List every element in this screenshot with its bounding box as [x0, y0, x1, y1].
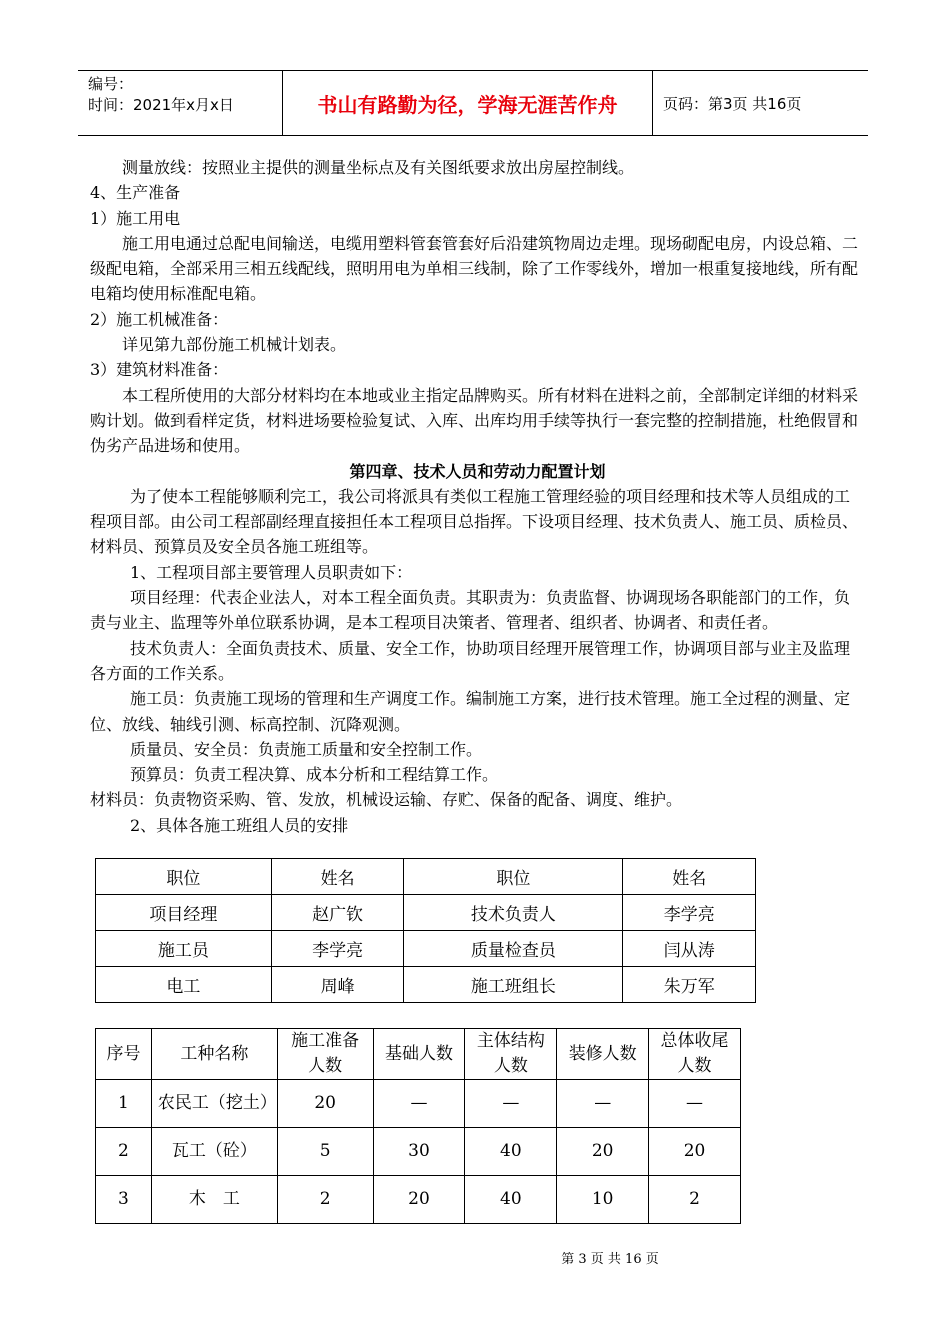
document-date: 时间：2021年x月x日 — [88, 96, 234, 114]
table-cell: 赵广钦 — [271, 895, 404, 931]
table-cell: 施工班组长 — [404, 967, 623, 1003]
table-cell: — — [373, 1080, 465, 1128]
header-motto: 书山有路勤为径，学海无涯苦作舟 — [283, 71, 653, 135]
table-cell: 40 — [465, 1176, 557, 1224]
paragraph: 质量员、安全员：负责施工质量和安全控制工作。 — [130, 739, 483, 759]
table-cell: 2 — [96, 1128, 152, 1176]
table-cell: 农民工（挖土） — [151, 1080, 277, 1128]
table-header-cell: 职位 — [96, 859, 272, 895]
paragraph: 为了使本工程能够顺利完工，我公司将派具有类似工程施工管理经验的项目经理和技术等人员组成的工程项目部。由公司工程部副经理直接担任本工程项目总指挥。下设项目经理、技术负责人、施工员、质检员、材料员、预算员及安全员各施工班组等。 — [90, 486, 859, 557]
paragraph: 施工用电通过总配电间输送，电缆用塑料管套管套好后沿建筑物周边走埋。现场砌配电房，内设总箱、二级配电箱，全部采用三相五线配线，照明用电为单相三线制，除了工作零线外，增加一根重复接地线，所有配电箱均使用标准配电箱。 — [90, 233, 859, 304]
table-cell: 质量检查员 — [404, 931, 623, 967]
table-cell: 瓦工（砼） — [151, 1128, 277, 1176]
table-cell: 李学亮 — [623, 895, 756, 931]
table-cell: 20 — [373, 1176, 465, 1224]
table-header-row — [96, 1029, 741, 1080]
table-header-cell: 姓名 — [623, 859, 756, 895]
subsection-heading: 2）施工机械准备： — [90, 309, 229, 329]
header-page-number: 页码：第3页 共16页 — [663, 94, 802, 113]
table-cell: 20 — [277, 1080, 373, 1128]
table-header-cell: 施工准备人数 — [277, 1029, 373, 1080]
table-row — [96, 931, 756, 967]
table-cell: 施工员 — [96, 931, 272, 967]
table-header-cell: 工种名称 — [151, 1029, 277, 1080]
table-cell: 20 — [557, 1128, 649, 1176]
table-row — [96, 1128, 741, 1176]
table-cell: 1 — [96, 1080, 152, 1128]
table-cell: — — [465, 1080, 557, 1128]
staff-table — [95, 858, 756, 1003]
table-row — [96, 1080, 741, 1128]
page-header — [78, 70, 868, 136]
table-cell: 技术负责人 — [404, 895, 623, 931]
paragraph: 技术负责人：全面负责技术、质量、安全工作，协助项目经理开展管理工作，协调项目部与业主及监理各方面的工作关系。 — [90, 638, 851, 683]
table-row — [96, 895, 756, 931]
subsection-heading: 3）建筑材料准备： — [90, 360, 229, 380]
paragraph: 测量放线：按照业主提供的测量坐标点及有关图纸要求放出房屋控制线。 — [122, 158, 635, 177]
table-cell: 20 — [649, 1128, 741, 1176]
table-cell: 项目经理 — [96, 895, 272, 931]
table-header-cell: 基础人数 — [373, 1029, 465, 1080]
table-cell: — — [649, 1080, 741, 1128]
paragraph: 详见第九部份施工机械计划表。 — [122, 335, 347, 355]
section-heading: 4、生产准备 — [90, 183, 181, 203]
header-meta — [78, 71, 283, 135]
document-number-label: 编号： — [88, 75, 134, 93]
paragraph: 材料员：负责物资采购、管、发放，机械设运输、存贮、保备的配备、调度、维护。 — [90, 790, 683, 810]
table-cell: 木 工 — [151, 1176, 277, 1224]
paragraph: 项目经理：代表企业法人，对本工程全面负责。其职责为：负责监督、协调现场各职能部门的工作，负责与业主、监理等外单位联系协调，是本工程项目决策者、管理者、组织者、协调者、和责任者。 — [90, 588, 851, 633]
table-cell: — — [557, 1080, 649, 1128]
table-cell: 40 — [465, 1128, 557, 1176]
paragraph: 施工员：负责施工现场的管理和生产调度工作。编制施工方案，进行技术管理。施工全过程的测量、定位、放线、轴线引测、标高控制、沉降观测。 — [90, 689, 851, 734]
table-header-cell: 序号 — [96, 1029, 152, 1080]
table-header-row — [96, 859, 756, 895]
table-cell: 5 — [277, 1128, 373, 1176]
subsection-heading: 1）施工用电 — [90, 208, 181, 228]
table-cell: 2 — [649, 1176, 741, 1224]
labor-table — [95, 1028, 741, 1224]
table-cell: 30 — [373, 1128, 465, 1176]
table-header-cell: 主体结构人数 — [465, 1029, 557, 1080]
paragraph: 本工程所使用的大部分材料均在本地或业主指定品牌购买。所有材料在进料之前，全部制定详细的材料采购计划。做到看样定货，材料进场要检验复试、入库、出库均用手续等执行一套完整的控制措施，杜绝假冒和伪劣产品进场和使用。 — [90, 385, 859, 456]
table-cell: 闫从涛 — [623, 931, 756, 967]
table-row — [96, 967, 756, 1003]
table-cell: 3 — [96, 1176, 152, 1224]
table-header-cell: 职位 — [404, 859, 623, 895]
section-heading: 2、具体各施工班组人员的安排 — [130, 815, 349, 835]
table-header-cell: 装修人数 — [557, 1029, 649, 1080]
page-footer: 第 3 页 共 16 页 — [561, 1252, 659, 1267]
table-cell: 10 — [557, 1176, 649, 1224]
table-cell: 电工 — [96, 967, 272, 1003]
table-cell: 周峰 — [271, 967, 404, 1003]
document-body — [90, 155, 865, 838]
table-header-cell: 总体收尾人数 — [649, 1029, 741, 1080]
paragraph: 预算员：负责工程决算、成本分析和工程结算工作。 — [130, 765, 499, 785]
table-row — [96, 1176, 741, 1224]
table-cell: 2 — [277, 1176, 373, 1224]
table-header-cell: 姓名 — [271, 859, 404, 895]
chapter-title: 第四章、技术人员和劳动力配置计划 — [349, 461, 606, 481]
section-heading: 1、工程项目部主要管理人员职责如下： — [130, 562, 413, 582]
table-cell: 朱万军 — [623, 967, 756, 1003]
table-cell: 李学亮 — [271, 931, 404, 967]
